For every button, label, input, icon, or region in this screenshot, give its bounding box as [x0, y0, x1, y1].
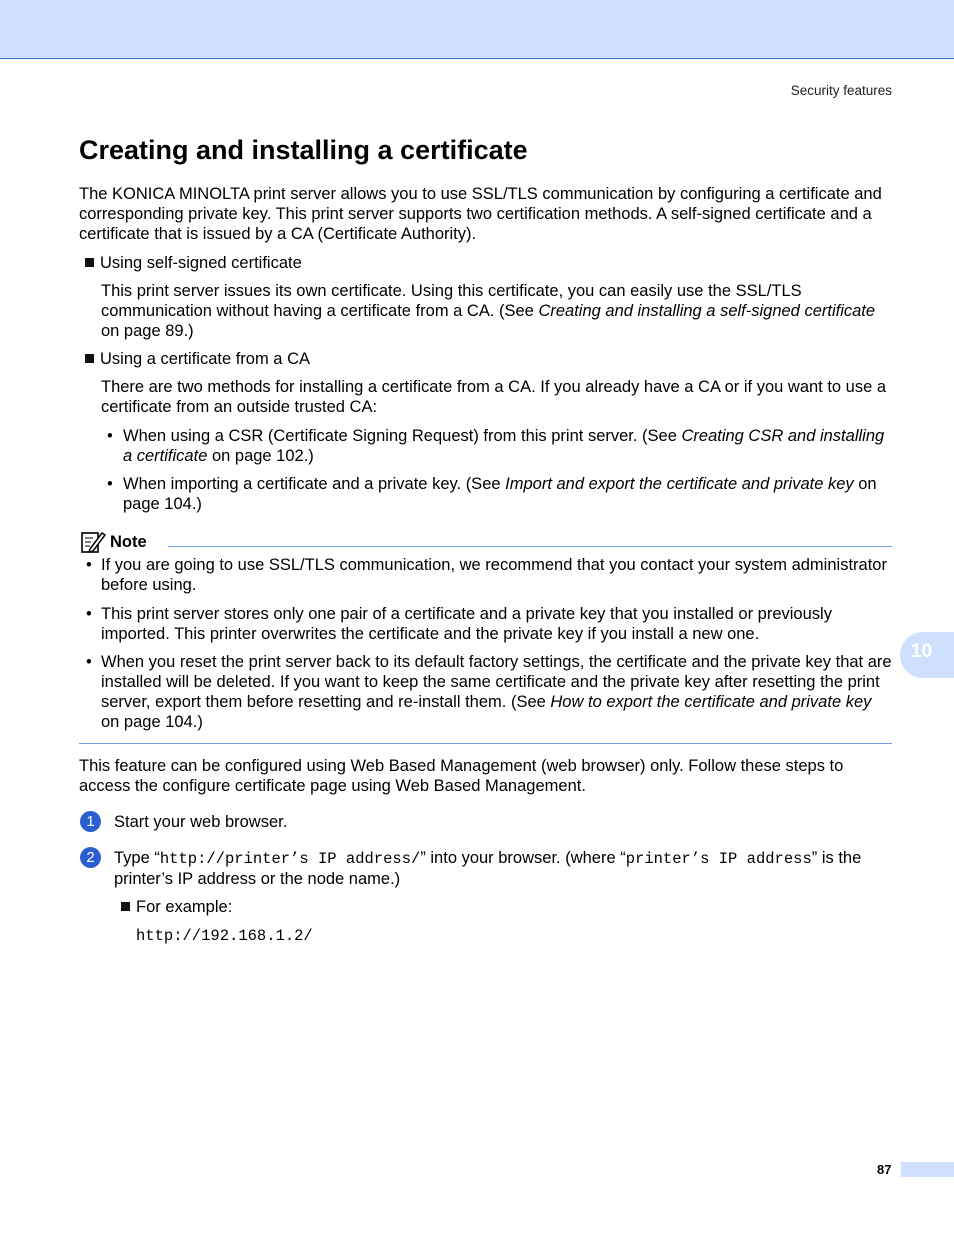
list-item — [107, 474, 894, 514]
example-url: http://192.168.1.2/ — [136, 927, 313, 945]
chapter-tab — [900, 632, 954, 678]
header-band — [0, 0, 954, 59]
text: When importing a certificate and a private key. (See — [123, 475, 506, 493]
note-rule-bottom — [79, 743, 892, 744]
cross-reference-link[interactable]: Creating CSR and installing a certificate — [123, 427, 885, 465]
text: This print server issues its own certificate. Using this certificate, you can easily use the SSL/TLS communication without having a certificate from a CA. (See — [101, 282, 802, 320]
example-label-text: For example: — [136, 898, 233, 916]
note-item — [86, 555, 894, 595]
square-bullet-icon — [85, 258, 94, 267]
chapter-number: 10 — [911, 641, 933, 662]
square-bullet-icon — [85, 354, 94, 363]
page-title: Creating and installing a certificate — [79, 135, 528, 165]
ca-description: There are two methods for installing a certificate from a CA. If you already have a CA or if you want to use a certificate from an outside trusted CA: — [101, 378, 887, 416]
text: ” is the printer’s IP address or the node name.) — [114, 849, 862, 888]
note-item — [86, 604, 894, 644]
step-number-icon: 1 — [80, 811, 101, 832]
code-url: http://printer’s IP address/ — [159, 850, 421, 868]
bullet-dot: • — [86, 605, 92, 623]
code-term: printer’s IP address — [625, 850, 812, 868]
section-heading-ca — [85, 349, 310, 369]
note-label: Note — [110, 533, 147, 551]
feature-paragraph: This feature can be configured using Web Based Management (web browser) only. Follow these steps to access the configure certificate page using Web Based Management. — [79, 757, 844, 795]
bullet-dot: • — [107, 475, 113, 493]
cross-reference-link[interactable]: Creating and installing a self-signed certificate — [538, 302, 876, 320]
note-header — [80, 530, 892, 552]
step-1-text: Start your web browser. — [114, 813, 288, 831]
note-item — [86, 652, 894, 732]
text: on page 89.) — [101, 322, 194, 340]
running-header: Security features — [790, 83, 892, 98]
step-2-text — [114, 848, 894, 889]
square-bullet-icon — [121, 902, 130, 911]
cross-reference-link[interactable]: How to export the certificate and private key — [550, 693, 872, 711]
note-pencil-icon — [80, 530, 106, 554]
note-text: on page 104.) — [101, 713, 203, 731]
text: When using a CSR (Certificate Signing Request) from this print server. (See — [123, 427, 682, 445]
note-text: This print server stores only one pair of a certificate and a private key that you installed or previously imported. This printer overwrites the certificate and the private key if you install a new one. — [101, 605, 832, 643]
bullet-dot: • — [86, 653, 92, 671]
text: Type “ — [114, 849, 160, 867]
cross-reference-link[interactable]: Import and export the certificate and private key — [505, 475, 854, 493]
note-text: If you are going to use SSL/TLS communication, we recommend that you contact your system administrator before using. — [101, 556, 887, 594]
self-signed-description — [101, 281, 894, 341]
note-text: When you reset the print server back to its default factory settings, the certificate and the private key that are installed will be deleted. If you want to keep the same certificate and the private key after resetting the print server, export them before resetting and re-install them. (See — [101, 653, 892, 711]
footer-bar — [901, 1162, 954, 1177]
section-heading-label: Using self-signed certificate — [100, 254, 302, 272]
bullet-dot: • — [107, 427, 113, 445]
bullet-dot: • — [86, 556, 92, 574]
text: ” into your browser. (where “ — [420, 849, 626, 867]
text: on page 102.) — [207, 447, 314, 465]
text: on page 104.) — [123, 475, 877, 513]
section-heading-label: Using a certificate from a CA — [100, 350, 310, 368]
example-label — [121, 897, 232, 917]
intro-paragraph: The KONICA MINOLTA print server allows you to use SSL/TLS communication by configuring a certificate and corresponding private key. This print server supports two certification methods. A self-signed certificate and a certificate that is issued by a CA (Certificate Authority). — [79, 185, 882, 243]
step-number-icon: 2 — [80, 847, 101, 868]
list-item — [107, 426, 894, 466]
section-heading-self-signed — [85, 253, 302, 273]
page-number: 87 — [877, 1162, 892, 1177]
note-rule-top — [168, 546, 892, 547]
